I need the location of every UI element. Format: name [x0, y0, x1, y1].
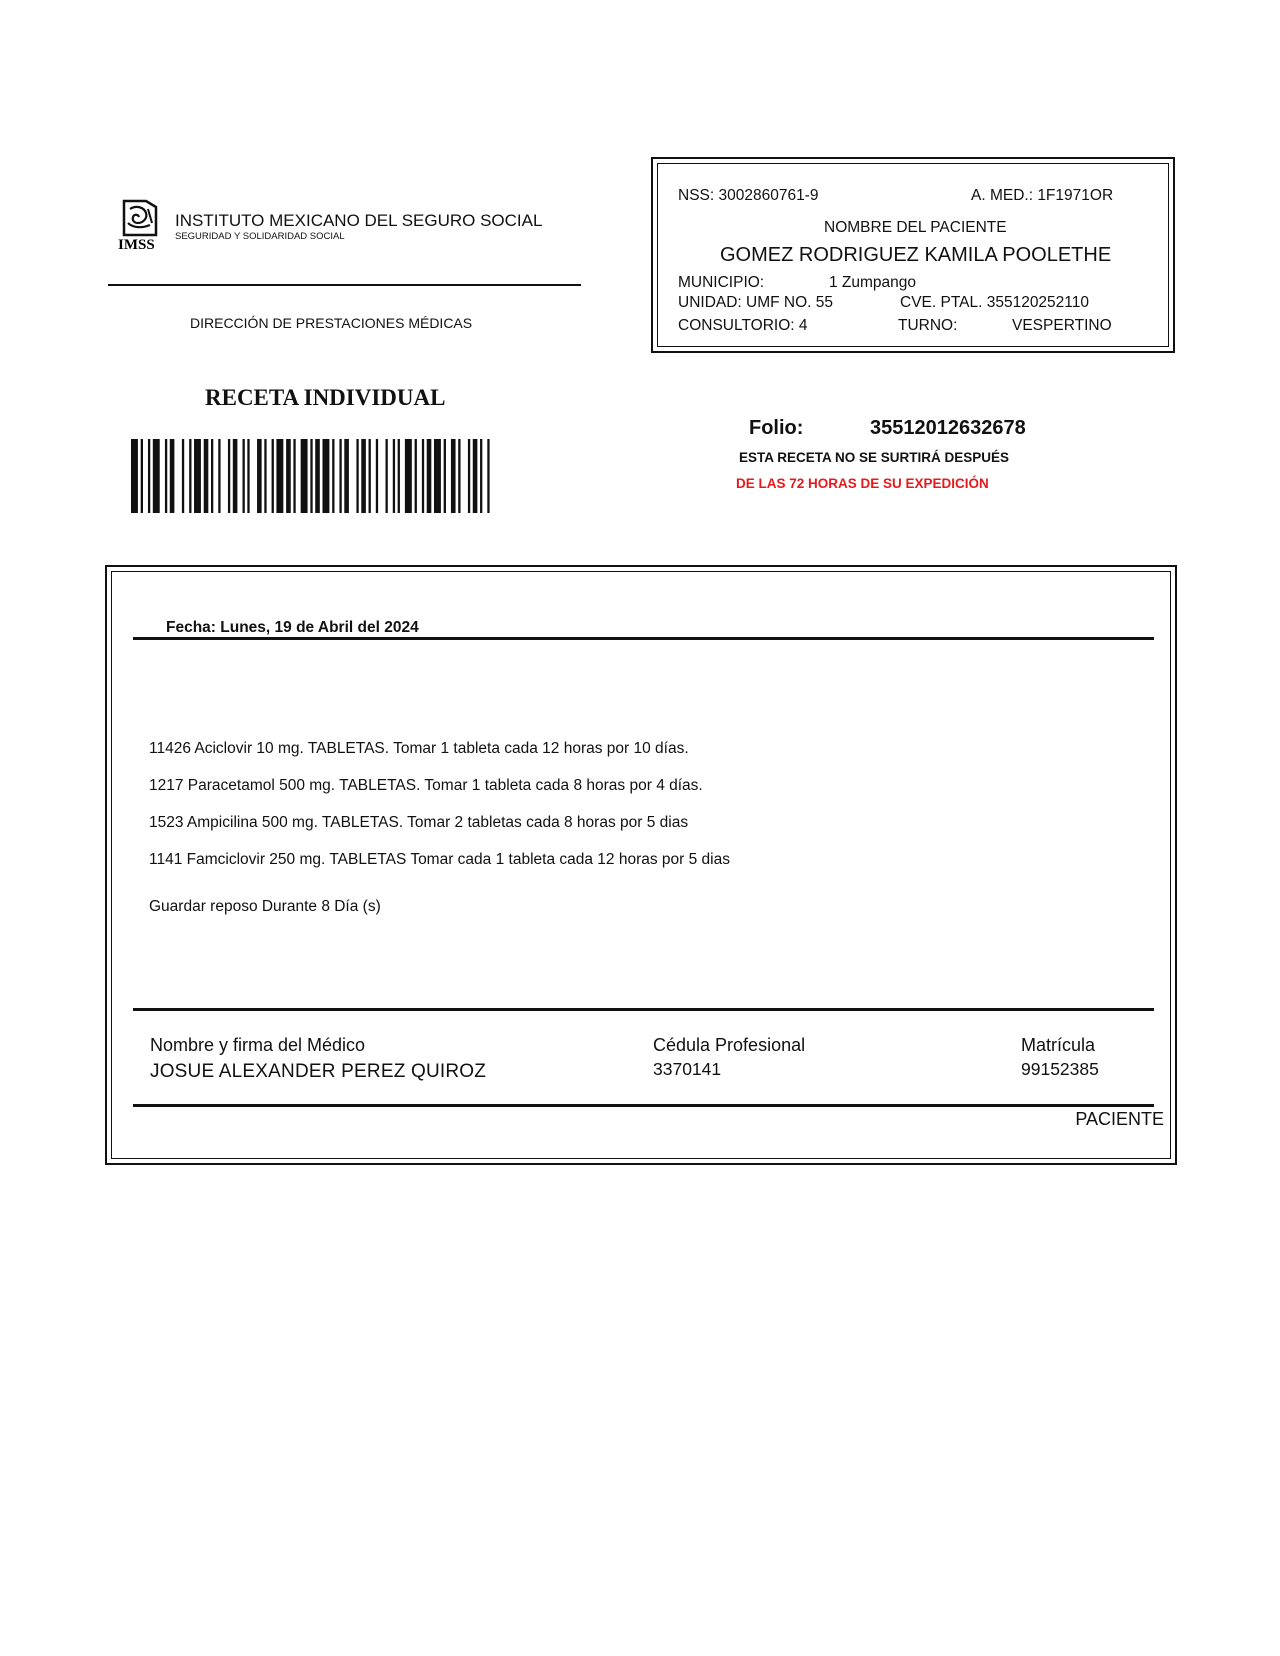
barcode-bar	[405, 439, 412, 513]
folio-label: Folio:	[749, 417, 804, 439]
barcode-bar	[301, 439, 308, 513]
barcode-bar	[153, 439, 160, 513]
barcode-bar	[286, 439, 291, 513]
rest-instructions: Guardar reposo Durante 8 Día (s)	[149, 898, 381, 915]
turno-label: TURNO:	[898, 317, 958, 334]
barcode-bar	[310, 439, 312, 513]
barcode-bar	[165, 439, 167, 513]
signature-bottom-divider	[133, 1104, 1154, 1107]
medication-item: 1523 Ampicilina 500 mg. TABLETAS. Tomar 2 tabletas cada 8 horas por 5 dias	[149, 814, 689, 831]
consultorio-value: CONSULTORIO: 4	[678, 317, 808, 334]
barcode-bar	[315, 439, 320, 513]
turno-value: VESPERTINO	[1012, 317, 1112, 334]
barcode-bar	[369, 439, 371, 513]
cedula-label: Cédula Profesional	[653, 1035, 806, 1055]
barcode-bar	[247, 439, 249, 513]
barcode-bar	[182, 439, 184, 513]
doctor-name: JOSUE ALEXANDER PEREZ QUIROZ	[150, 1061, 487, 1082]
barcode-bar	[170, 439, 175, 513]
barcode-bar	[422, 439, 424, 513]
folio-number: 35512012632678	[870, 417, 1026, 439]
date-divider	[133, 637, 1154, 640]
patient-a-med: A. MED.: 1F1971OR	[971, 187, 1114, 204]
barcode-bar	[148, 439, 150, 513]
barcode-bar	[398, 439, 400, 513]
barcode-bar	[257, 439, 262, 513]
matricula-label: Matrícula	[1021, 1035, 1096, 1055]
header-divider	[108, 284, 581, 286]
barcode-bar	[332, 439, 334, 513]
institute-subtitle: SEGURIDAD Y SOLIDARIDAD SOCIAL	[175, 231, 345, 242]
patient-info-box	[651, 157, 1175, 353]
doctor-name-label: Nombre y firma del Médico	[150, 1035, 366, 1055]
barcode-bar	[487, 439, 489, 513]
barcode-bar	[293, 439, 295, 513]
institute-name: INSTITUTO MEXICANO DEL SEGURO SOCIAL	[175, 211, 543, 230]
barcode-bar	[361, 439, 366, 513]
barcode-bar	[451, 439, 456, 513]
barcode-bar	[322, 439, 329, 513]
barcode-bar	[344, 439, 349, 513]
medication-item: 11426 Aciclovir 10 mg. TABLETAS. Tomar 1 tableta cada 12 horas por 10 días.	[149, 740, 689, 757]
cedula-value: 3370141	[653, 1059, 722, 1079]
expiry-warning-line2: DE LAS 72 HORAS DE SU EXPEDICIÓN	[736, 476, 989, 491]
document-title: RECETA INDIVIDUAL	[205, 385, 446, 410]
medication-item: 1217 Paracetamol 500 mg. TABLETAS. Tomar 1 tableta cada 8 horas por 4 días.	[149, 777, 703, 794]
barcode-bar	[233, 439, 238, 513]
barcode-bar	[204, 439, 209, 513]
patient-name: GOMEZ RODRIGUEZ KAMILA POOLETHE	[720, 244, 1112, 266]
barcode-bar	[386, 439, 388, 513]
barcode-bar	[376, 439, 378, 513]
barcode-bar	[339, 439, 341, 513]
imss-logo	[118, 199, 162, 251]
patient-nss: NSS: 3002860761-9	[678, 187, 819, 204]
patient-name-label: NOMBRE DEL PACIENTE	[824, 219, 1007, 236]
barcode-bar	[458, 439, 460, 513]
prescription-box	[105, 565, 1177, 1165]
barcode-bar	[194, 439, 201, 513]
barcode	[131, 439, 497, 513]
barcode-bar	[189, 439, 191, 513]
barcode-bar	[272, 439, 274, 513]
cve-ptal-value: CVE. PTAL. 355120252110	[900, 294, 1090, 311]
municipio-label: MUNICIPIO:	[678, 274, 765, 291]
direction-label: DIRECCIÓN DE PRESTACIONES MÉDICAS	[190, 315, 473, 331]
barcode-bar	[141, 439, 143, 513]
expiry-warning-line1: ESTA RECETA NO SE SURTIRÁ DESPUÉS	[739, 450, 1010, 465]
prescription-date: Fecha: Lunes, 19 de Abril del 2024	[166, 619, 419, 636]
signature-top-divider	[133, 1008, 1154, 1011]
barcode-bar	[264, 439, 266, 513]
unidad-value: UNIDAD: UMF NO. 55	[678, 294, 834, 311]
barcode-bar	[444, 439, 446, 513]
svg-text:IMSS: IMSS	[118, 237, 155, 251]
barcode-bar	[356, 439, 358, 513]
barcode-bar	[131, 439, 138, 513]
barcode-bar	[393, 439, 395, 513]
barcode-bar	[211, 439, 213, 513]
barcode-bar	[242, 439, 244, 513]
medication-item: 1141 Famciclovir 250 mg. TABLETAS Tomar cada 1 tableta cada 12 horas por 5 dias	[149, 851, 730, 868]
barcode-bar	[473, 439, 478, 513]
barcode-bar	[427, 439, 432, 513]
barcode-bar	[218, 439, 220, 513]
barcode-bar	[415, 439, 417, 513]
municipio-value: 1 Zumpango	[829, 274, 917, 291]
barcode-bar	[468, 439, 470, 513]
matricula-value: 99152385	[1021, 1059, 1099, 1079]
copy-label: PACIENTE	[1075, 1109, 1164, 1129]
barcode-bar	[276, 439, 283, 513]
barcode-bar	[434, 439, 441, 513]
barcode-bar	[480, 439, 482, 513]
barcode-bar	[228, 439, 230, 513]
